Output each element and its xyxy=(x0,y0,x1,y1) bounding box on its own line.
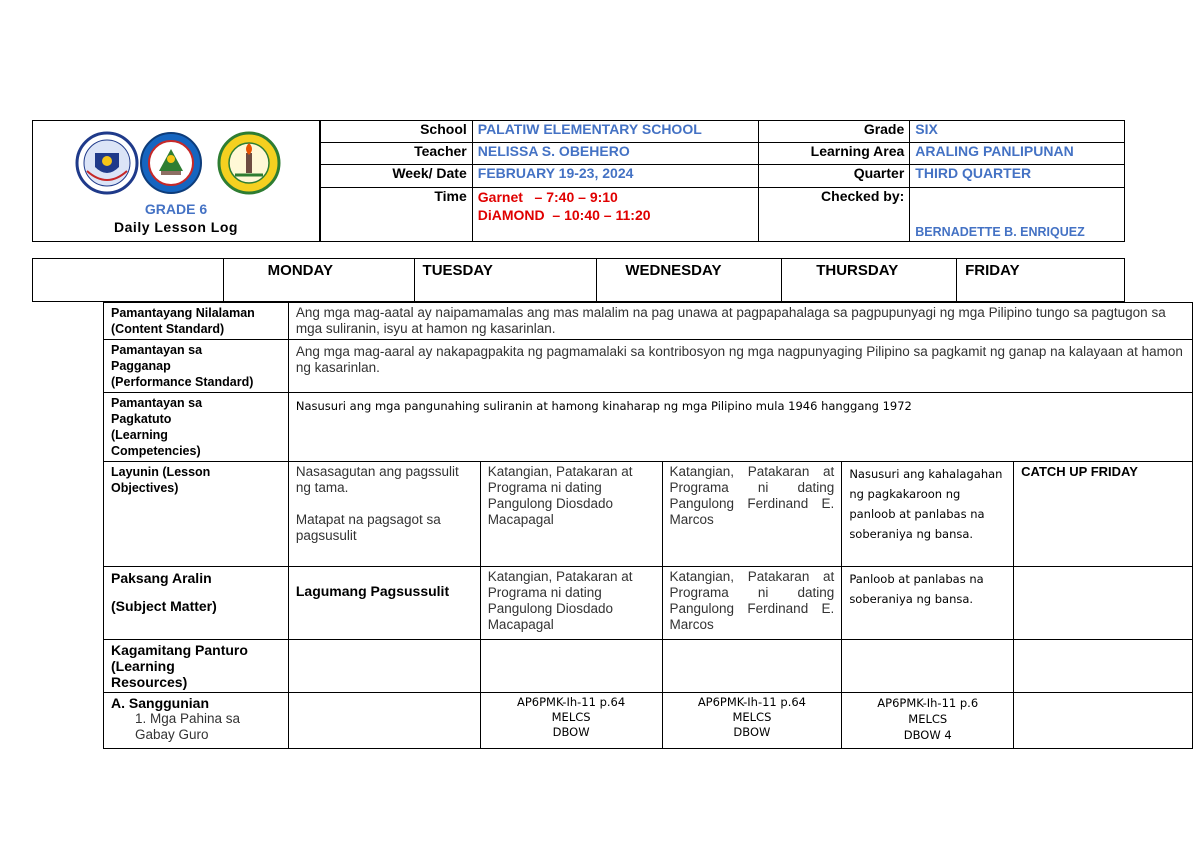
label-line: Pamantayang Nilalaman xyxy=(111,306,255,320)
label-line: Layunin (Lesson xyxy=(111,465,211,479)
reference-line: AP6PMK-Ih-11 p.64 xyxy=(697,695,806,709)
row-learning-competencies xyxy=(104,393,1193,462)
subject-wednesday: Katangian, Patakaran at Programa ni dating Pangulong Ferdinand E. Marcos xyxy=(662,567,842,640)
resources-thursday xyxy=(842,640,1014,693)
learning-resources-label xyxy=(104,640,289,693)
checked-by-label: Checked by: xyxy=(758,187,910,241)
school-value: PALATIW ELEMENTARY SCHOOL xyxy=(472,121,758,143)
label-line: (Subject Matter) xyxy=(111,598,217,614)
subject-tuesday: Katangian, Patakaran at Programa ni dating Pangulong Diosdado Macapagal xyxy=(480,567,662,640)
resources-friday xyxy=(1014,640,1193,693)
label-line: Paksang Aralin xyxy=(111,570,212,586)
learning-area-value: ARALING PANLIPUNAN xyxy=(910,143,1125,165)
references-tuesday xyxy=(480,693,662,749)
objectives-tuesday: Katangian, Patakaran at Programa ni dating Pangulong Diosdado Macapagal xyxy=(480,462,662,567)
learning-competencies-text: Nasusuri ang mga pangunahing suliranin at hamong kinaharap ng mga Pilipino mula 1946 hanggang 1972 xyxy=(288,393,1192,462)
subject-matter-label xyxy=(104,567,289,640)
label-line: Competencies) xyxy=(111,444,201,458)
subject-monday: Lagumang Pagsussulit xyxy=(288,567,480,640)
reference-line: MELCS xyxy=(551,710,591,724)
objectives-monday xyxy=(288,462,480,567)
references-thursday xyxy=(842,693,1014,749)
time-line-diamond: DiAMOND – 10:40 – 11:20 xyxy=(477,206,651,223)
label-line: Resources) xyxy=(111,674,188,690)
subject-friday xyxy=(1014,567,1193,640)
teacher-label: Teacher xyxy=(321,143,473,165)
objective-text: Nasasagutan ang pagssulit ng tama. xyxy=(295,464,459,495)
info-table xyxy=(320,120,1125,242)
row-content-standard xyxy=(104,303,1193,340)
time-label: Time xyxy=(321,187,473,241)
day-tuesday: TUESDAY xyxy=(414,259,597,302)
resources-wednesday xyxy=(662,640,842,693)
label-line: Pamantayan sa xyxy=(111,343,203,357)
time-line-garnet: Garnet – 7:40 – 9:10 xyxy=(477,188,618,205)
references-friday xyxy=(1014,693,1193,749)
reference-line: DBOW 4 xyxy=(903,728,952,742)
reference-line: DBOW xyxy=(552,725,590,739)
content-standard-label xyxy=(104,303,289,340)
references-wednesday xyxy=(662,693,842,749)
objective-text: Matapat na pagsagot sa pagsusulit xyxy=(295,512,441,543)
performance-standard-text: Ang mga mag-aaral ay nakapagpakita ng pagmamalaki sa kontribosyon ng mga nagpunyaging Pilipino sa pagkamit ng ganap na kalayaan at hamon ng kasarinlan. xyxy=(288,340,1192,393)
resources-tuesday xyxy=(480,640,662,693)
row-objectives xyxy=(104,462,1193,567)
reference-line: MELCS xyxy=(732,710,772,724)
learning-competencies-label xyxy=(104,393,289,462)
day-wednesday: WEDNESDAY xyxy=(597,259,782,302)
reference-line: AP6PMK-Ih-11 p.6 xyxy=(877,696,979,710)
quarter-label: Quarter xyxy=(758,165,910,187)
grade-title: GRADE 6 xyxy=(144,201,208,217)
label-line: (Content Standard) xyxy=(111,322,225,336)
day-header-blank xyxy=(33,259,224,302)
label-line: Objectives) xyxy=(111,481,179,495)
reference-line: AP6PMK-Ih-11 p.64 xyxy=(517,695,626,709)
row-learning-resources xyxy=(104,640,1193,693)
label-line: A. Sanggunian xyxy=(111,695,209,711)
row-references xyxy=(104,693,1193,749)
school-seal-icon xyxy=(217,131,281,195)
day-header-table xyxy=(32,258,1125,302)
checked-by-value: BERNADETTE B. ENRIQUEZ xyxy=(910,187,1125,241)
grade-value: SIX xyxy=(910,121,1125,143)
reference-line: DBOW xyxy=(733,725,771,739)
label-line: 1. Mga Pahina sa xyxy=(135,711,241,726)
label-line: Pamantayan sa xyxy=(111,396,203,410)
objectives-friday: CATCH UP FRIDAY xyxy=(1014,462,1193,567)
school-label: School xyxy=(321,121,473,143)
time-value xyxy=(472,187,758,241)
learning-area-label: Learning Area xyxy=(758,143,910,165)
objectives-thursday: Nasusuri ang kahalagahan ng pagkakaroon ng panloob at panlabas na soberaniya ng bansa. xyxy=(842,462,1014,567)
weekdate-value: FEBRUARY 19-23, 2024 xyxy=(472,165,758,187)
weekdate-label: Week/ Date xyxy=(321,165,473,187)
objectives-wednesday: Katangian, Patakaran at Programa ni dating Pangulong Ferdinand E. Marcos xyxy=(662,462,842,567)
row-subject-matter xyxy=(104,567,1193,640)
grade-label: Grade xyxy=(758,121,910,143)
day-monday: MONDAY xyxy=(223,259,414,302)
label-line: Kagamitang Panturo xyxy=(111,642,248,658)
teacher-value: NELISSA S. OBEHERO xyxy=(472,143,758,165)
quarter-value: THIRD QUARTER xyxy=(910,165,1125,187)
objectives-label xyxy=(104,462,289,567)
row-performance-standard xyxy=(104,340,1193,393)
day-thursday: THURSDAY xyxy=(782,259,957,302)
label-line: Pagkatuto xyxy=(111,412,172,426)
label-line: Pagganap xyxy=(111,359,171,373)
label-line: (Learning xyxy=(111,658,175,674)
reference-line: MELCS xyxy=(908,712,948,726)
references-monday xyxy=(288,693,480,749)
subject-thursday: Panloob at panlabas na soberaniya ng bansa. xyxy=(842,567,1014,640)
performance-standard-label xyxy=(104,340,289,393)
deped-seal-icon xyxy=(75,131,139,195)
logo-title-box xyxy=(32,120,320,242)
resources-monday xyxy=(288,640,480,693)
label-line: (Performance Standard) xyxy=(111,375,254,389)
day-friday: FRIDAY xyxy=(957,259,1125,302)
label-line: (Learning xyxy=(111,428,168,442)
lesson-table xyxy=(103,302,1193,749)
division-seal-icon xyxy=(139,131,203,195)
log-title: Daily Lesson Log xyxy=(114,219,238,235)
content-standard-text: Ang mga mag-aatal ay naipamamalas ang mas malalim na pag unawa at pagpapahalaga sa pagpupunyagi ng mga Pilipino tungo sa pagtugon sa mga suliranin, isyu at hamon ng kasarinlan. xyxy=(288,303,1192,340)
label-line: Gabay Guro xyxy=(135,727,209,742)
references-label xyxy=(104,693,289,749)
